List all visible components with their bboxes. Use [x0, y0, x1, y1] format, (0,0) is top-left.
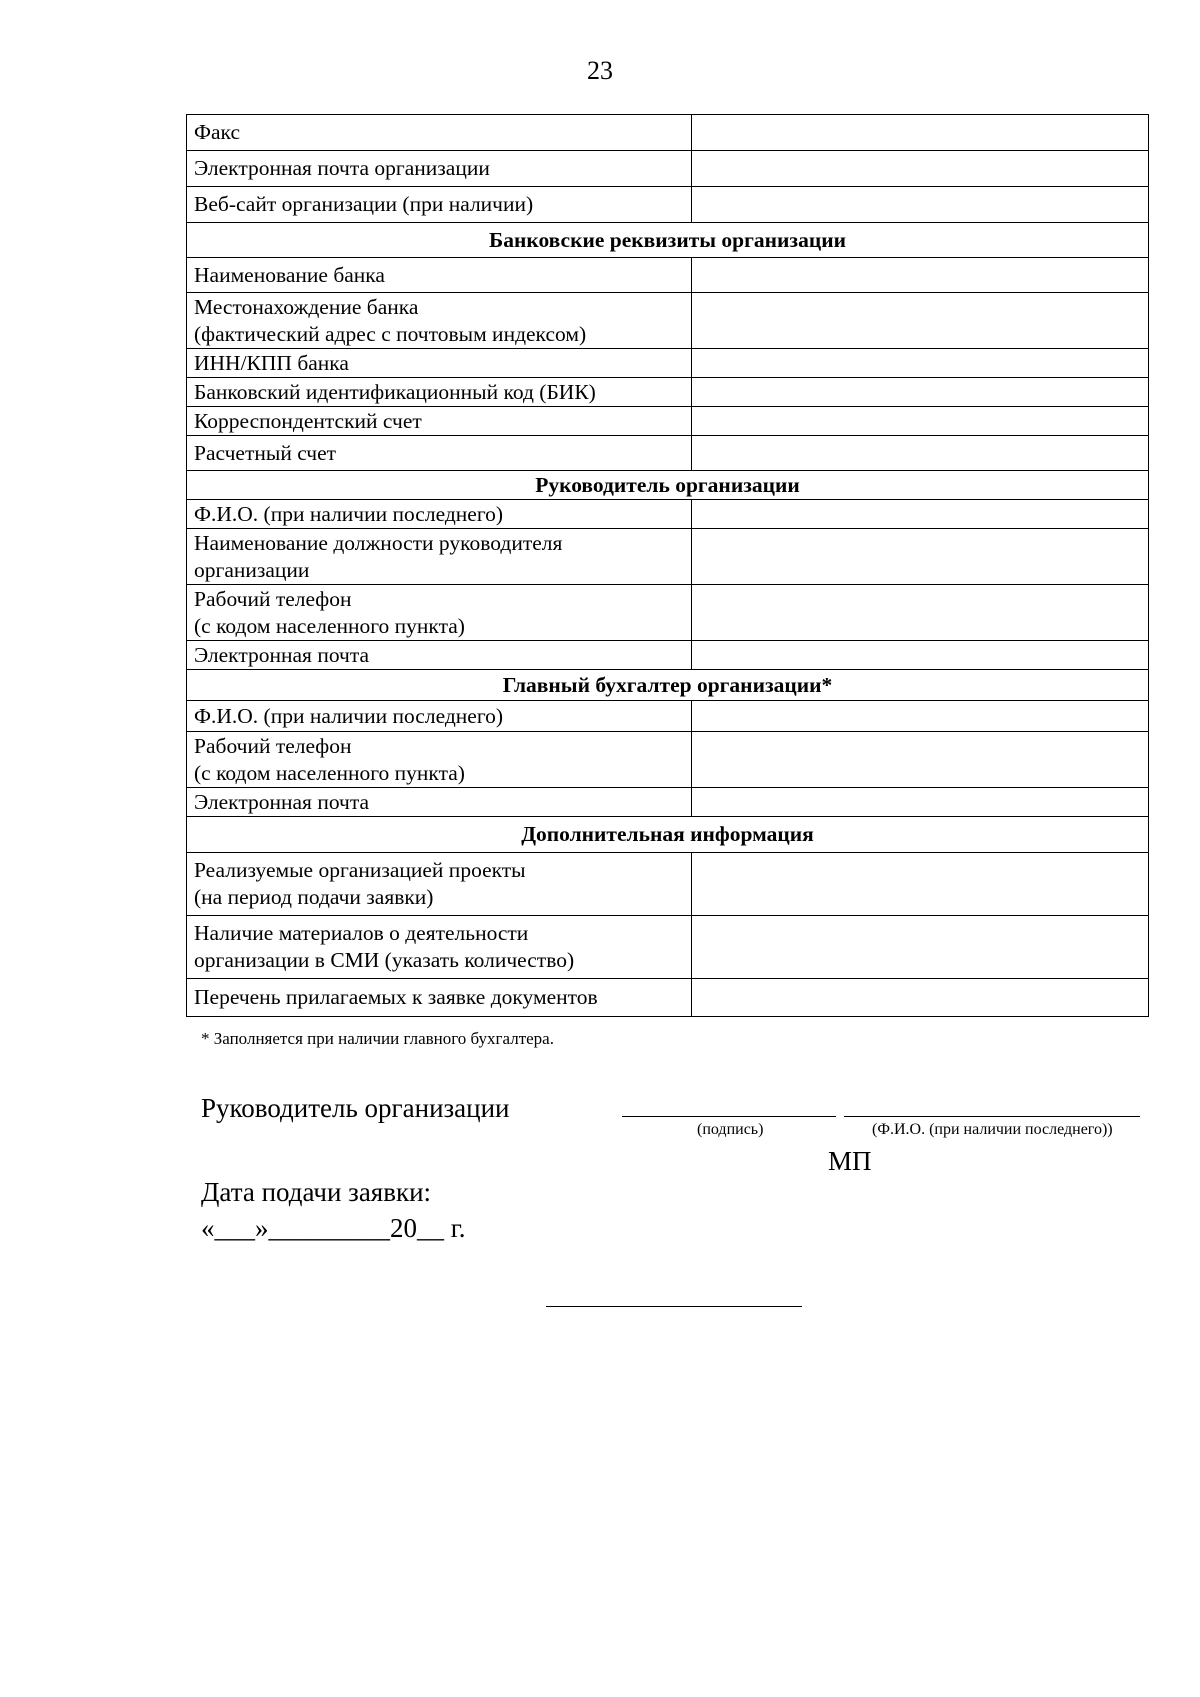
table-row [187, 407, 1149, 436]
field-label: ИНН/КПП банка [187, 349, 692, 378]
stamp-place: МП [828, 1146, 872, 1176]
table-row [187, 641, 1149, 670]
section-title: Главный бухгалтер организации* [187, 670, 1149, 701]
signature-caption: (подпись) [697, 1121, 764, 1138]
footnote: * Заполняется при наличии главного бухгалтера. [201, 1029, 554, 1048]
table-row [187, 115, 1149, 151]
field-value-cell[interactable] [692, 349, 1149, 378]
field-value-cell[interactable] [692, 788, 1149, 817]
table-row [187, 187, 1149, 223]
end-rule [546, 1306, 802, 1307]
organization-details-table [186, 114, 1149, 1017]
field-value-cell[interactable] [692, 641, 1149, 670]
table-row [187, 916, 1149, 979]
field-value-cell[interactable] [692, 979, 1149, 1017]
table-row [187, 732, 1149, 788]
field-label: Реализуемые организацией проекты (на период подачи заявки) [187, 853, 692, 916]
table-row [187, 979, 1149, 1017]
field-label: Рабочий телефон (с кодом населенного пункта) [187, 585, 692, 641]
field-value-cell[interactable] [692, 407, 1149, 436]
field-label: Корреспондентский счет [187, 407, 692, 436]
field-value-cell[interactable] [692, 258, 1149, 293]
field-label: Расчетный счет [187, 436, 692, 471]
field-label: Электронная почта [187, 641, 692, 670]
field-value-cell[interactable] [692, 916, 1149, 979]
field-value-cell[interactable] [692, 293, 1149, 349]
field-value-cell[interactable] [692, 853, 1149, 916]
field-label: Электронная почта [187, 788, 692, 817]
field-label: Банковский идентификационный код (БИК) [187, 378, 692, 407]
table-row [187, 378, 1149, 407]
signature-title: Руководитель организации [201, 1093, 510, 1123]
table-row [187, 151, 1149, 187]
field-label: Перечень прилагаемых к заявке документов [187, 979, 692, 1017]
field-value-cell[interactable] [692, 187, 1149, 223]
field-value-cell[interactable] [692, 436, 1149, 471]
name-caption: (Ф.И.О. (при наличии последнего)) [872, 1121, 1113, 1138]
section-header-row [187, 670, 1149, 701]
page-number: 23 [587, 56, 613, 85]
field-label: Электронная почта организации [187, 151, 692, 187]
table-row [187, 788, 1149, 817]
section-title: Руководитель организации [187, 471, 1149, 500]
field-value-cell[interactable] [692, 500, 1149, 529]
field-value-cell[interactable] [692, 585, 1149, 641]
table-row [187, 529, 1149, 585]
field-label: Ф.И.О. (при наличии последнего) [187, 500, 692, 529]
table-row [187, 701, 1149, 732]
field-value-cell[interactable] [692, 732, 1149, 788]
table-row [187, 853, 1149, 916]
section-header-row [187, 817, 1149, 853]
field-value-cell[interactable] [692, 115, 1149, 151]
field-label: Местонахождение банка (фактический адрес с почтовым индексом) [187, 293, 692, 349]
signature-line [622, 1116, 836, 1117]
date-template: «___»_________20__ г. [201, 1213, 466, 1243]
field-label: Веб-сайт организации (при наличии) [187, 187, 692, 223]
section-title: Дополнительная информация [187, 817, 1149, 853]
field-label: Факс [187, 115, 692, 151]
field-label: Наименование банка [187, 258, 692, 293]
date-label: Дата подачи заявки: [201, 1177, 432, 1207]
field-label: Рабочий телефон (с кодом населенного пункта) [187, 732, 692, 788]
field-value-cell[interactable] [692, 378, 1149, 407]
name-line [844, 1116, 1140, 1117]
table-row [187, 293, 1149, 349]
table-row [187, 436, 1149, 471]
field-value-cell[interactable] [692, 151, 1149, 187]
field-label: Наименование должности руководителя организации [187, 529, 692, 585]
table-row [187, 585, 1149, 641]
field-value-cell[interactable] [692, 701, 1149, 732]
table-row [187, 500, 1149, 529]
table-row [187, 349, 1149, 378]
table-row [187, 258, 1149, 293]
field-value-cell[interactable] [692, 529, 1149, 585]
section-title: Банковские реквизиты организации [187, 223, 1149, 258]
section-header-row [187, 223, 1149, 258]
field-label: Ф.И.О. (при наличии последнего) [187, 701, 692, 732]
field-label: Наличие материалов о деятельности организации в СМИ (указать количество) [187, 916, 692, 979]
section-header-row [187, 471, 1149, 500]
